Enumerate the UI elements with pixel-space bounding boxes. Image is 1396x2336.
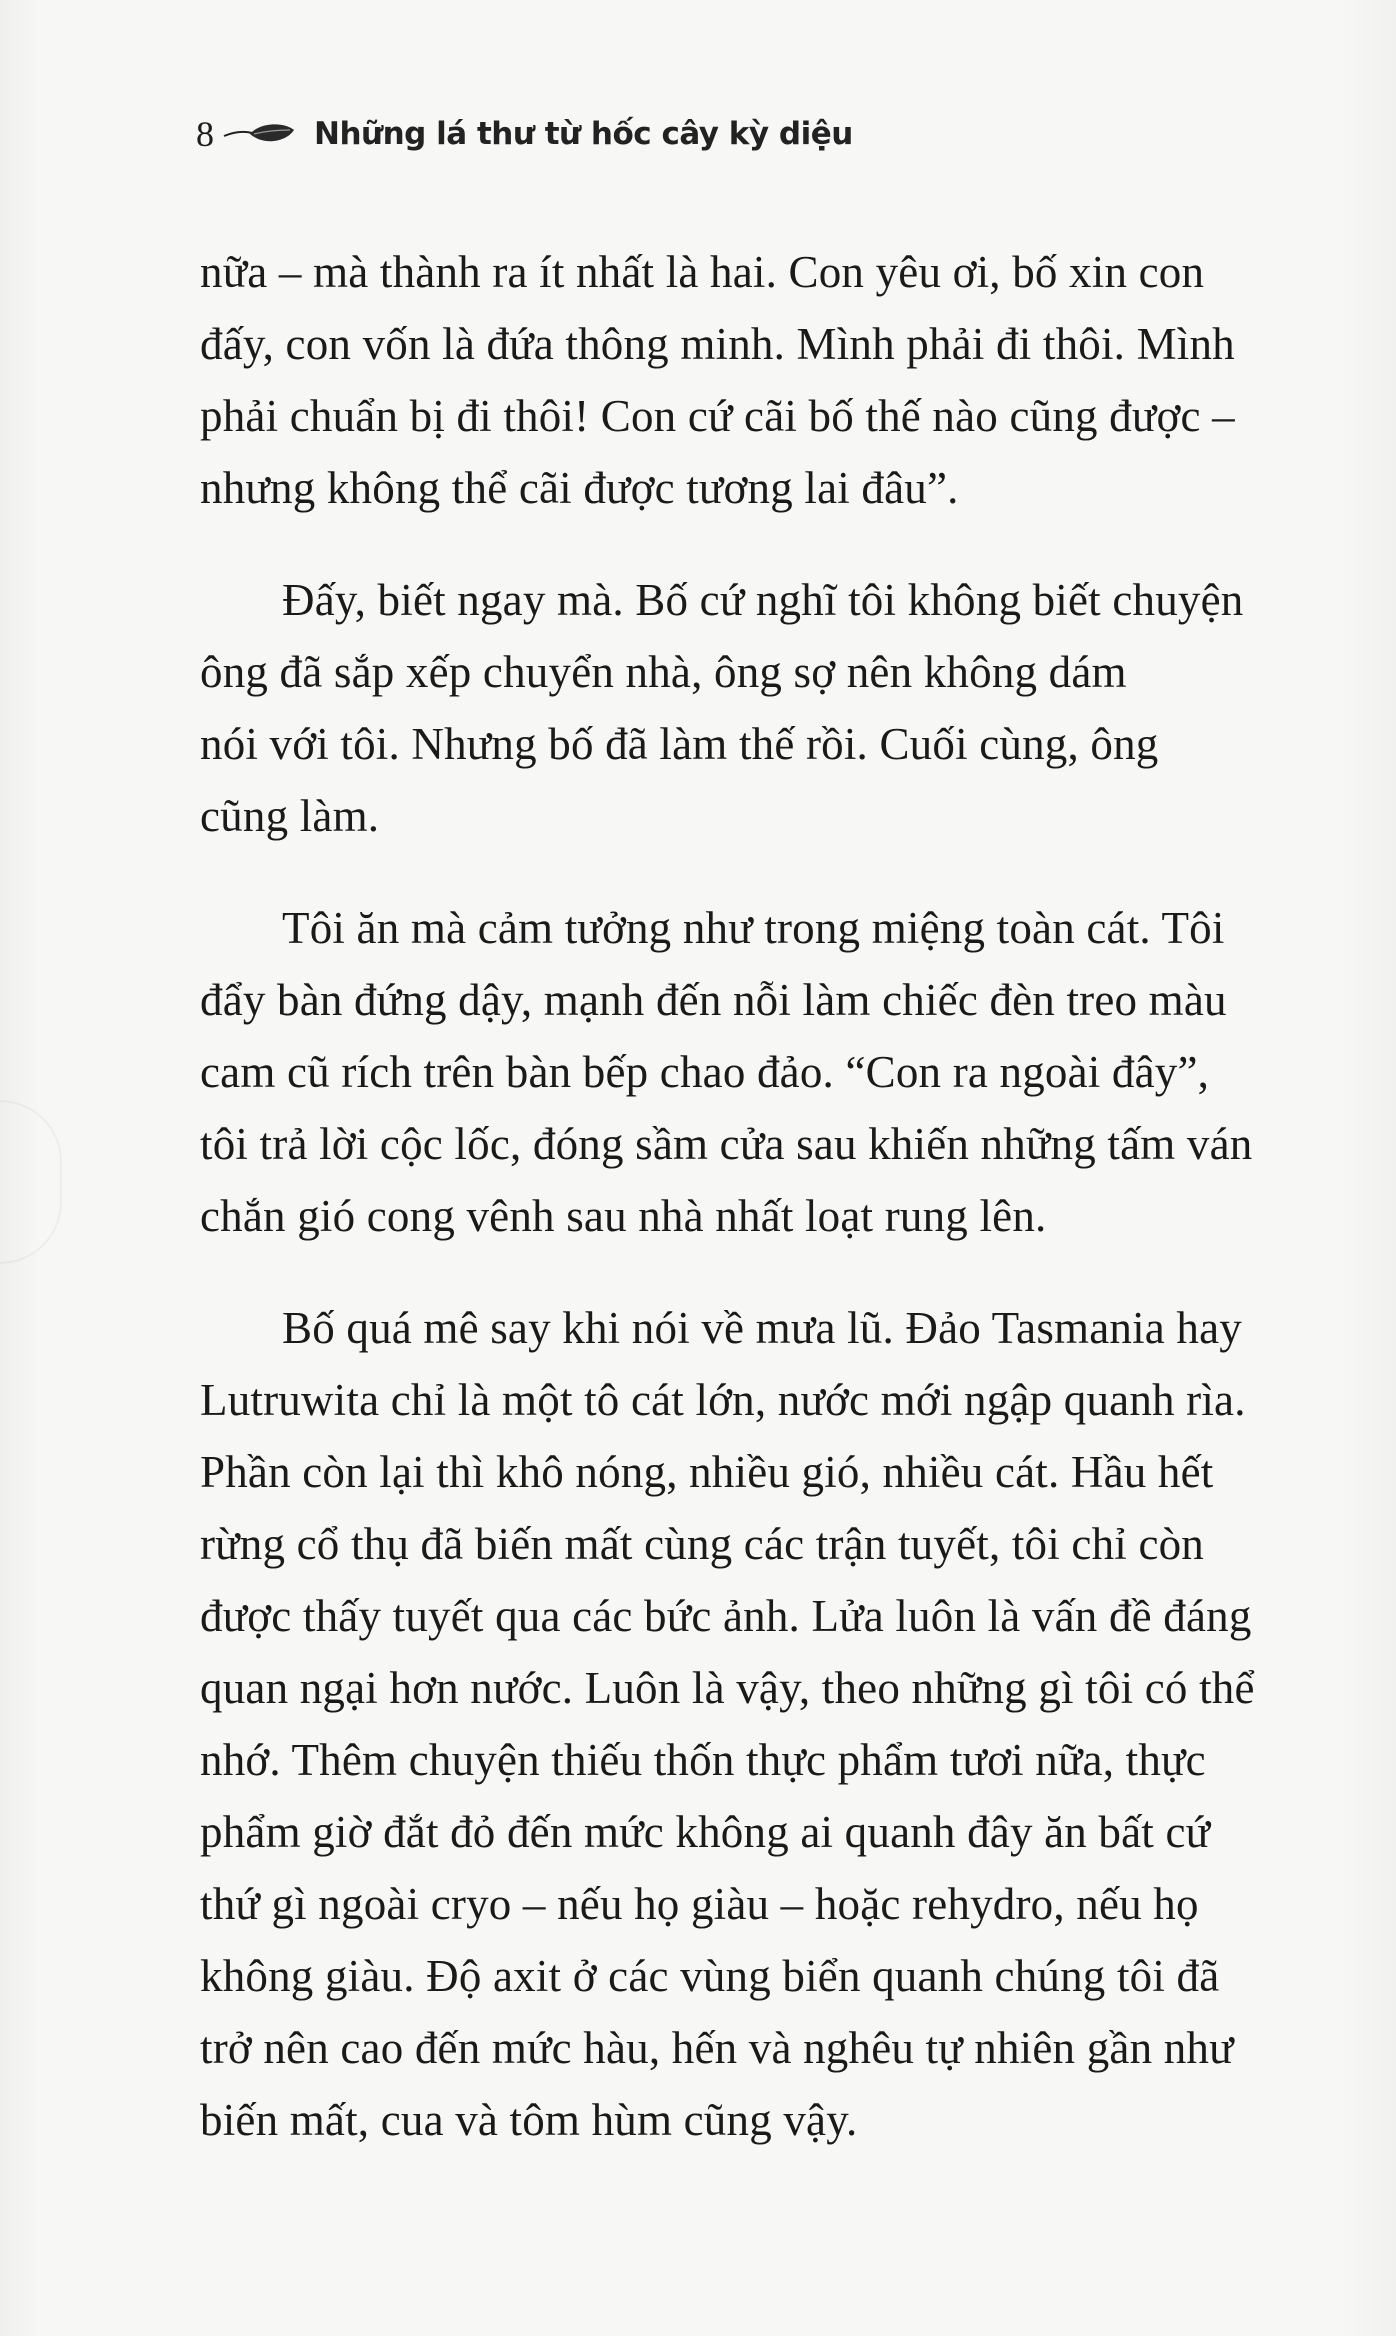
text-line: nói với tôi. Nhưng bố đã làm thế rồi. Cuối cùng, ông xyxy=(200,719,1159,769)
text-line: biến mất, cua và tôm hùm cũng vậy. xyxy=(200,2095,858,2145)
text-line: thứ gì ngoài cryo – nếu họ giàu – hoặc rehydro, nếu họ xyxy=(200,1879,1199,1929)
text-line: được thấy tuyết qua các bức ảnh. Lửa luôn là vấn đề đáng xyxy=(200,1591,1252,1641)
text-line: chắn gió cong vênh sau nhà nhất loạt rung lên. xyxy=(200,1191,1047,1241)
body-text xyxy=(200,236,1320,2156)
book-title: Những lá thư từ hốc cây kỳ diệu xyxy=(314,116,853,152)
text-line: Lutruwita chỉ là một tô cát lớn, nước mới ngập quanh rìa. xyxy=(200,1375,1246,1425)
paragraph-2 xyxy=(200,564,1320,852)
text-line: đẩy bàn đứng dậy, mạnh đến nỗi làm chiếc đèn treo màu xyxy=(200,975,1227,1025)
text-line: phẩm giờ đắt đỏ đến mức không ai quanh đây ăn bất cứ xyxy=(200,1807,1211,1857)
text-line: Đấy, biết ngay mà. Bố cứ nghĩ tôi không biết chuyện xyxy=(282,575,1244,625)
paragraph-4 xyxy=(200,1292,1320,2156)
running-head xyxy=(196,108,853,160)
text-line: trở nên cao đến mức hàu, hến và nghêu tự nhiên gần như xyxy=(200,2023,1234,2073)
bleed-through-mark xyxy=(0,1100,62,1264)
text-line: quan ngại hơn nước. Luôn là vậy, theo những gì tôi có thể xyxy=(200,1663,1255,1713)
text-line: đấy, con vốn là đứa thông minh. Mình phải đi thôi. Mình xyxy=(200,319,1235,369)
text-line: Phần còn lại thì khô nóng, nhiều gió, nhiều cát. Hầu hết xyxy=(200,1447,1214,1497)
text-line: Tôi ăn mà cảm tưởng như trong miệng toàn cát. Tôi xyxy=(282,903,1225,953)
text-line: phải chuẩn bị đi thôi! Con cứ cãi bố thế nào cũng được – xyxy=(200,391,1235,441)
text-line: tôi trả lời cộc lốc, đóng sầm cửa sau khiến những tấm ván xyxy=(200,1119,1253,1169)
text-line: không giàu. Độ axit ở các vùng biển quanh chúng tôi đã xyxy=(200,1951,1220,2001)
paragraph-1 xyxy=(200,236,1320,524)
text-line: nhưng không thể cãi được tương lai đâu”. xyxy=(200,463,959,513)
text-line: cam cũ rích trên bàn bếp chao đảo. “Con ra ngoài đây”, xyxy=(200,1047,1210,1097)
leaf-icon xyxy=(222,118,296,150)
text-line: nhớ. Thêm chuyện thiếu thốn thực phẩm tươi nữa, thực xyxy=(200,1735,1206,1785)
page-number: 8 xyxy=(196,114,214,154)
text-line: rừng cổ thụ đã biến mất cùng các trận tuyết, tôi chỉ còn xyxy=(200,1519,1205,1569)
text-line: cũng làm. xyxy=(200,791,380,841)
paragraph-3 xyxy=(200,892,1320,1252)
text-line: ông đã sắp xếp chuyển nhà, ông sợ nên không dám xyxy=(200,647,1127,697)
text-line: Bố quá mê say khi nói về mưa lũ. Đảo Tasmania hay xyxy=(282,1303,1243,1353)
text-line: nữa – mà thành ra ít nhất là hai. Con yêu ơi, bố xin con xyxy=(200,247,1205,297)
